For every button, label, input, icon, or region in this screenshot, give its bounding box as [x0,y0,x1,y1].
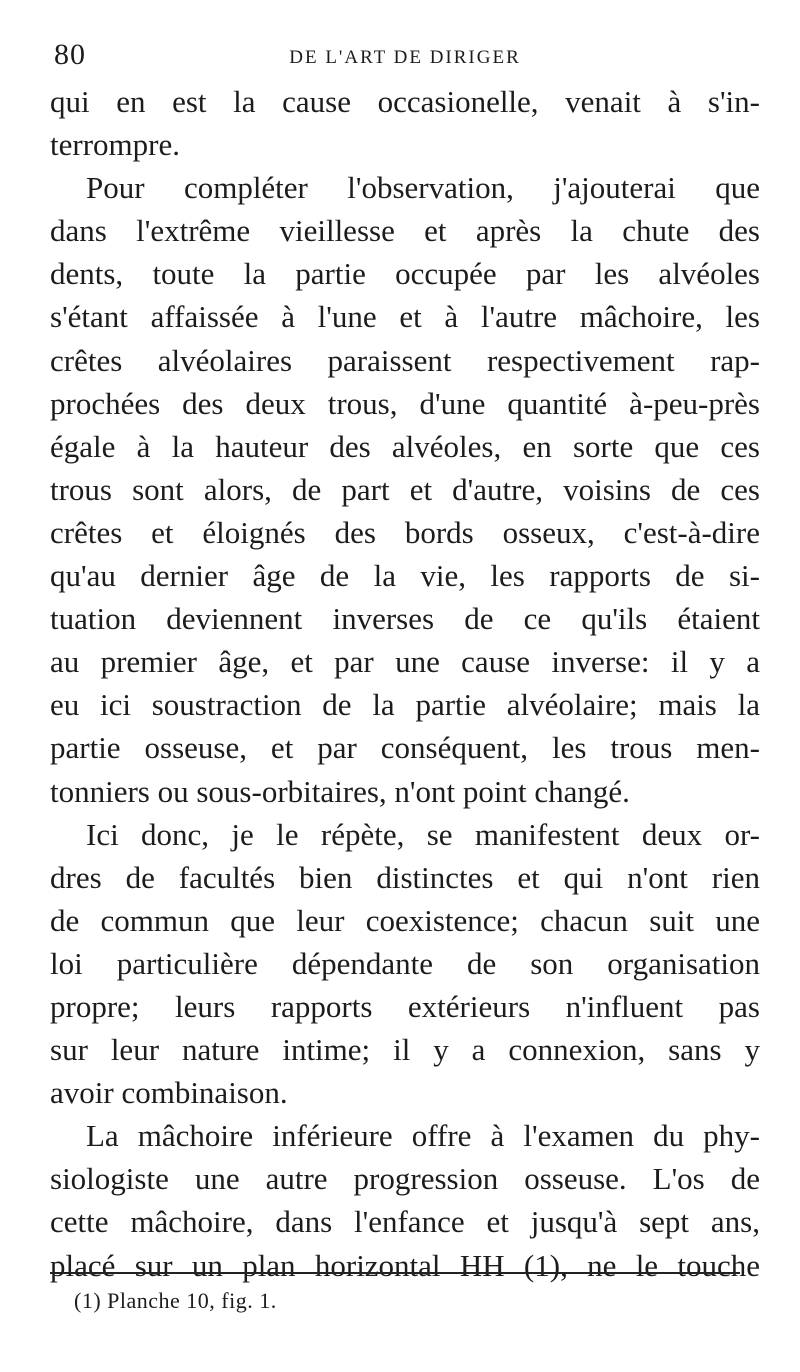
text-line: sur leur nature intime; il y a connexion, sans y [50,1032,760,1068]
text-line: terrompre. [50,127,180,163]
text-line: tuation deviennent inverses de ce qu'ils étaient [50,601,760,637]
text-line: tonniers ou sous-orbitaires, n'ont point changé. [50,773,630,809]
text-line: au premier âge, et par une cause inverse: il y a [50,644,760,680]
text-line: siologiste une autre progression osseuse. L'os de [50,1161,760,1197]
text-line: avoir combinaison. [50,1075,288,1111]
text-line: égale à la hauteur des alvéoles, en sorte que ces [50,428,760,464]
footnote: (1) Planche 10, fig. 1. [74,1288,277,1313]
text-line: s'étant affaissée à l'une et à l'autre mâchoire, les [50,299,760,335]
text-line: eu ici soustraction de la partie alvéolaire; mais la [50,687,760,723]
footnote-divider [50,1272,740,1274]
text-line: dents, toute la partie occupée par les alvéoles [50,256,760,292]
text-line: propre; leurs rapports extérieurs n'influent pas [50,988,760,1024]
text-line: crêtes et éloignés des bords osseux, c'est-à-dire [50,514,760,550]
text-line: Ici donc, je le répète, se manifestent deux or- [86,816,760,852]
text-line: dres de facultés bien distinctes et qui n'ont rien [50,859,760,895]
text-line: placé sur un plan horizontal HH (1), ne le touche [50,1247,760,1283]
text-line: Pour compléter l'observation, j'ajouterai que [86,170,760,206]
text-line: de commun que leur coexistence; chacun suit une [50,902,760,938]
text-line: trous sont alors, de part et d'autre, voisins de ces [50,471,760,507]
text-line: La mâchoire inférieure offre à l'examen du phy- [86,1118,760,1154]
text-line: crêtes alvéolaires paraissent respectivement rap- [50,342,760,378]
body-text [50,80,760,1287]
text-line: qui en est la cause occasionelle, venait à s'in- [50,84,760,119]
text-line: dans l'extrême vieillesse et après la chute des [50,213,760,249]
page-number: 80 [54,38,86,71]
text-line: partie osseuse, et par conséquent, les trous men- [50,730,760,766]
text-line: qu'au dernier âge de la vie, les rapports de si- [50,558,760,594]
text-line: cette mâchoire, dans l'enfance et jusqu'à sept ans, [50,1204,760,1240]
text-line: prochées des deux trous, d'une quantité à-peu-près [50,385,760,421]
running-title: DE L'ART DE DIRIGER [289,47,521,68]
text-line: loi particulière dépendante de son organisation [50,945,760,981]
page-header [50,38,760,78]
